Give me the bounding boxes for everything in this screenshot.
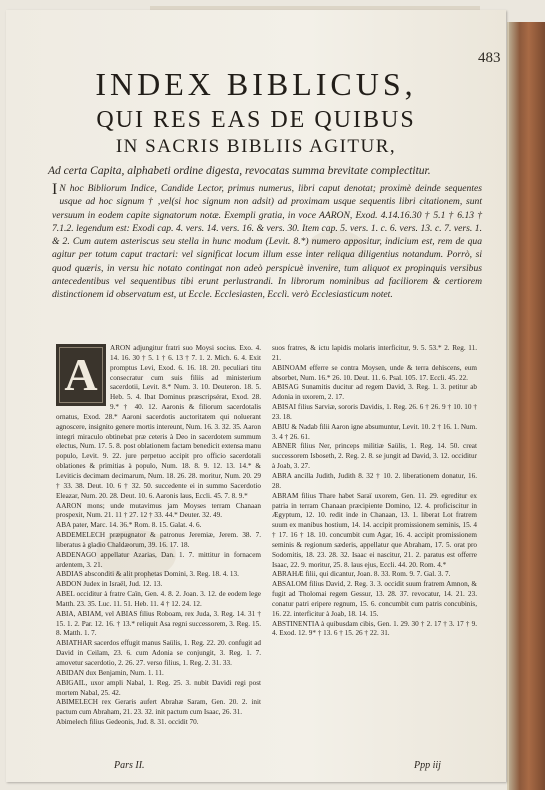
index-entry: ABINOAM efferre se contra Moysen, unde & terra dehiscens, eum absorbet, Num. 16.* 26. 10. Deut. 11. 6. Psal. 105. 17. Eccli. 45. 22. <box>272 363 477 382</box>
index-entry: ABSTINENTIA à quibusdam cibis, Gen. 1. 29. 30 † 2. 17 † 3. 17 † 9. 4. Exod. 12. 9* † 13. 6 † 15. 26 † 22. 31. <box>272 619 477 638</box>
index-entry: ABRA ancilla Judith, Judith 8. 32 † 10. 2. liberationem donatur, 16. 28. <box>272 471 477 490</box>
index-entry: ABIU & Nadab filii Aaron igne absumuntur, Levit. 10. 2 † 16. 1. Num. 3. 4 † 26. 61. <box>272 422 477 441</box>
intro-initial: I <box>52 181 58 198</box>
index-entry: ABIA, ABIAM, vel ABIAS filius Roboam, rex Juda, 3. Reg. 14. 31 † 15. 1. 2. Par. 12. 16. † 13.* reliquit Asa regni successorem, 3. Reg. 15. 8. Matth. 1. 7. <box>56 609 261 638</box>
index-entry: ABIGAIL, uxor ampli Nabal, 1. Reg. 25. 3. nubit Davidi regi post mortem Nabal, 25. 42. <box>56 678 261 697</box>
index-entry: ARON adjungitur fratri suo Moysi socius. Exo. 4. 14. 16. 30 † 5. 1 † 6. 13 † 7. 1. 2. Mich. 6. 4. Exit promptus Levi, Exod. 6. 16. 18. 20. peculiari titu consecratur cum suis filiis ad ministerium sacerdotii, Levit. 8.* Num. 3. 10. Deuteron. 18. 5. Heb. 5. 4. Ibat Dominus præscripsérat, Exod. 28. 9.* † 40. 12. Aaronis & filiorum sacerdotalis ornatus, Exod. 28.* Aaroni sacerdotis auctoritatem qui noluerant agnoscere, insignito genere mortis intereunt, Num. 16. 3. 32. 35. Aaron integri miraculo obtinebat præ ceteris à Deo in sacerdotem summum electus, Num. 17. 5. 8. post oblationem factam benedicit extensa manu populo, Levit. 9. 22. jure perpetuo accipit pro officio sacerdotali oblationes & primitias à populo, Num. 18. 8. 9. 12. 13. 14.* & Leviticis decimam decimarum, Num. 18. 26. 28. moritur, Num. 20. 29 † 33. 38. Deut. 10. 6 † 32. 50. succedente ei in summo Sacerdotio Eleazar, Num. 20. 28. Deut. 10. 6. Aaronis laus, Eccli. 45. 7. 8. 9.* <box>56 344 261 500</box>
index-entry: ABISAI filius Sarviæ, sororis Davidis, 1. Reg. 26. 6 † 26. 9 † 10. 10 † 23. 18. <box>272 403 477 421</box>
sheet-mark: Ppp iij <box>414 760 441 771</box>
index-entry: ABEL occiditur à fratre Caïn, Gen. 4. 8. 2. Joan. 3. 12. de eodem lege Matth. 23. 35. Luc. 11. 51. Heb. 11. 4 † 12. 24. 12. <box>56 590 261 608</box>
title-line-3: IN SACRIS BIBLIIS AGITUR, <box>115 136 397 157</box>
index-entry: ABDENAGO appellatur Azarias, Dan. 1. 7. mittitur in fornacem ardentem, 3. 21. <box>56 550 261 569</box>
index-entry: suos fratres, & ictu lapidis molaris interficitur, 9. 5. 53.* 2. Reg. 11. 21. <box>272 344 477 362</box>
index-entry: ABRAHÆ filii, qui dicantur, Joan. 8. 33. Rom. 9. 7. Gal. 3. 7. <box>272 570 451 579</box>
intro-paragraph <box>52 182 482 302</box>
intro-text: N hoc Bibliorum Indice, Candide Lector, primus numerus, libri caput denotat; proximè deinde sequentes usque ad hoc signum † ,vel(si hoc signum non adsit) ad proximam usque sequentis libri citationem, sunt versuum in eodem capite signatorum notæ. Exempli gratia, in voce AARON, Exod. 4.14.16.30 † 5.1 † 6.13 † 7.1.2. legendum est: Exodi cap. 4. vers. 14. vers. 16. & vers. 30. Item cap. 5. vers. 1. c. 6. vers. 13. c. 7. vers. 1. & 2. Cum autem asteriscus seu stella in hunc modum (Levit. 8.*) numero appositur, indicium est, rem de qua agitur per totum caput tractari: vel significat locum illum esse inter reliqua diligentius notandum. Porrò, si quod quæris, in versu hic notato contingat non adeò perspicuè invenire, tum aliquot ex propinquis versibus antecedentibus vel sequentibus tibi erunt perlustrandi. In librorum nominibus ad faciliorem & certiorem distinctionem id observatum est, ut Eccle. Ecclesiasten, Ecclì. verò Ecclesiasticum notet. <box>52 183 482 301</box>
index-entry: ABISAG Sunamitis ducitur ad regem David, 3. Reg. 1. 3. petitur ab Adonia in uxorem, 2. 17. <box>272 383 477 402</box>
index-entry: ABIDAN dux Benjamin, Num. 1. 11. <box>56 668 164 677</box>
index-entry: ABDEMELECH præpugnator & patronus Jeremiæ, Jerem. 38. 7. liberatus à gladio Chaldæorum, 39. 16. 17. 18. <box>56 531 261 549</box>
subtitle: Ad certa Capita, alphabeti ordine digesta, revocatas summa brevitate complectitur. <box>48 165 431 177</box>
drop-cap-ornament <box>56 344 106 406</box>
page-number: 483 <box>478 50 501 66</box>
index-column-right <box>272 344 477 639</box>
index-entry: ABRAM filius Thare habet Saraï uxorem, Gen. 11. 29. egreditur ex patria in terram Chanaan præcipiente Domino, 12. 4. proficiscitur in Ægyptum, 12. 10. redit inde in Chanaan, 13. 1. liberat Lot fratrem suum ex manibus hostium, 14. 14. accipit promissionem seminis, 15. 4 † 17. 16 † 18. 10. concumbit cum Agar, 16. 4. accipit promissionem seminis & regionum sæderis, appellatur que Abraham, 17. 5. orat pro Sodomitis, 18. 23. 28. 32. Isaac ei nascitur, 21. 2. paratus est offerre Isaac, 22. 9. moritur, 25. 8. laus ejus, Eccli. 44. 20. Rom. 4.* <box>272 491 477 569</box>
drop-cap-letter: A <box>64 349 98 401</box>
index-entry: ABA pater, Marc. 14. 36.* Rom. 8. 15. Galat. 4. 6. <box>56 521 202 530</box>
index-entry: ABIMELECH rex Geraris aufert Abrahæ Saram, Gen. 20. 2. init pactum cum Abraham, 21. 23. 32. init pactum cum Isaac, 26. 31. <box>56 698 261 717</box>
index-entry: Abimelech filius Gedeonis, Jud. 8. 31. occidit 70. <box>56 718 199 727</box>
index-entry: ABSALOM filius David, 2. Reg. 3. 3. occidit suum fratrem Amnon, & fugit ad Tholomai regem Gessur, 13. 28. 37. revocatur, 14. 21. 23. conatur patri eripere regnum, 15. 6. concumbit cum patris concubinis, 16. 22. interficitur à Joab, 18. 14. 15. <box>272 580 477 618</box>
index-entry: ABDON Judex in Israël, Jud. 12. 13. <box>56 580 163 589</box>
index-entry: ABIATHAR sacerdos effugit manus Saülis, 1. Reg. 22. 20. confugit ad David in Ceilam, 23. 6. cum Adonia se conjungit, 3. Reg. 1. 7. amovetur sacerdotio, 2. 26. 27. verso filius, 1. Reg. 2. 31. 33. <box>56 639 261 667</box>
index-entry: ABDIAS absconditi & alit prophetas Domini, 3. Reg. 18. 4. 13. <box>56 570 239 579</box>
index-entry: AARON mons; unde mutavimus jam Moyses terram Chanaan prospexit, Num. 21. 11 † 27. 12 † 33. 44.* Deuter. 32. 49. <box>56 501 261 520</box>
book-page <box>6 10 506 782</box>
signature-mark: Pars II. <box>114 760 145 771</box>
page-title: INDEX BIBLICUS, <box>95 66 417 102</box>
title-line-2: QUI RES EAS DE QUIBUS <box>96 107 416 133</box>
index-entry: ABNER filius Ner, princeps militiæ Saülis, 1. Reg. 14. 50. creat successorem Isboseth, 2. Reg. 2. 8. se jungit ad David, 3. 12. occiditur à Joab, 3. 27. <box>272 442 477 471</box>
index-column-left <box>56 344 261 728</box>
book-binding <box>509 22 545 790</box>
